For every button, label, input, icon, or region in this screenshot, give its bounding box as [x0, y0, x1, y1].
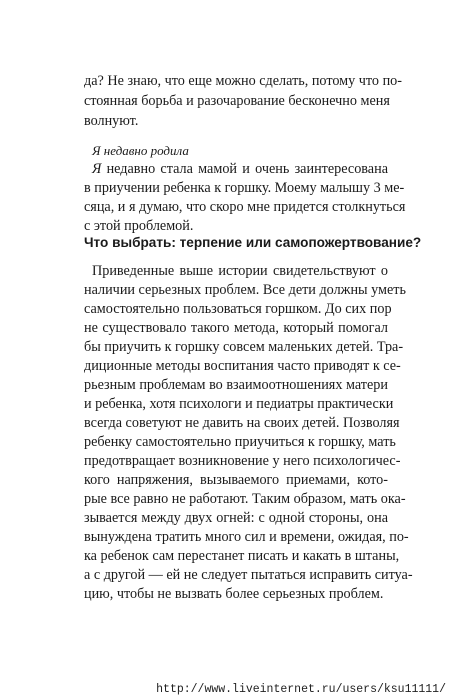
text-line: кого напряжения, вызываемого приемами, кото-: [84, 472, 388, 488]
text-line: цию, чтобы не вызвать более серьезных проблем.: [84, 586, 384, 602]
text-line: а с другой — ей не следует пытаться исправить ситуа-: [84, 567, 413, 583]
text-line: да? Не знаю, что еще можно сделать, потому что по-: [84, 73, 402, 89]
text-line: вынуждена тратить много сил и времени, ожидая, по-: [84, 529, 409, 545]
story-first-line: [92, 160, 388, 179]
text-line: в приучении ребенка к горшку. Моему малышу 3 ме-: [84, 180, 405, 196]
text-line: Приведенные выше истории свидетельствуют о: [92, 263, 388, 279]
story-first-line-rest: недавно стала мамой и очень заинтересована: [101, 161, 388, 177]
story-first-word: Я: [92, 161, 102, 177]
text-line: ка ребенок сам перестанет писать и какать в штаны,: [84, 548, 400, 564]
text-line: наличии серьезных проблем. Все дети должны уметь: [84, 282, 406, 298]
text-line: рьезным проблемам во взаимоотношениях матери: [84, 377, 388, 393]
section-heading: Что выбрать: терпение или самопожертвование?: [84, 235, 422, 250]
text-line: всегда советуют не давить на своих детей. Позволяя: [84, 415, 400, 431]
text-line: сяца, и я думаю, что скоро мне придется столкнуться: [84, 199, 406, 215]
text-line: и ребенка, хотя психологи и педиатры практически: [84, 396, 394, 412]
text-line: предотвращает возникновение у него психологичес-: [84, 453, 401, 469]
text-line: диционные методы воспитания часто приводят к се-: [84, 358, 401, 374]
text-line: самостоятельно пользоваться горшком. До сих пор: [84, 301, 392, 317]
text-line: волнуют.: [84, 113, 139, 129]
text-line: рые все равно не работают. Таким образом, мать ока-: [84, 491, 406, 507]
text-line: бы приучить к горшку совсем маленьких детей. Тра-: [84, 339, 404, 355]
text-line: не существовало такого метода, который помогал: [84, 320, 388, 336]
text-line: с этой проблемой.: [84, 218, 194, 234]
watermark-url: http://www.liveinternet.ru/users/ksu11111/: [156, 683, 446, 696]
text-line: зывается между двух огней: с одной стороны, она: [84, 510, 388, 526]
text-line: стоянная борьба и разочарование бесконечно меня: [84, 93, 390, 109]
text-line: ребенку самостоятельно приучиться к горшку, мать: [84, 434, 396, 450]
story-caption: Я недавно родила: [92, 143, 189, 158]
